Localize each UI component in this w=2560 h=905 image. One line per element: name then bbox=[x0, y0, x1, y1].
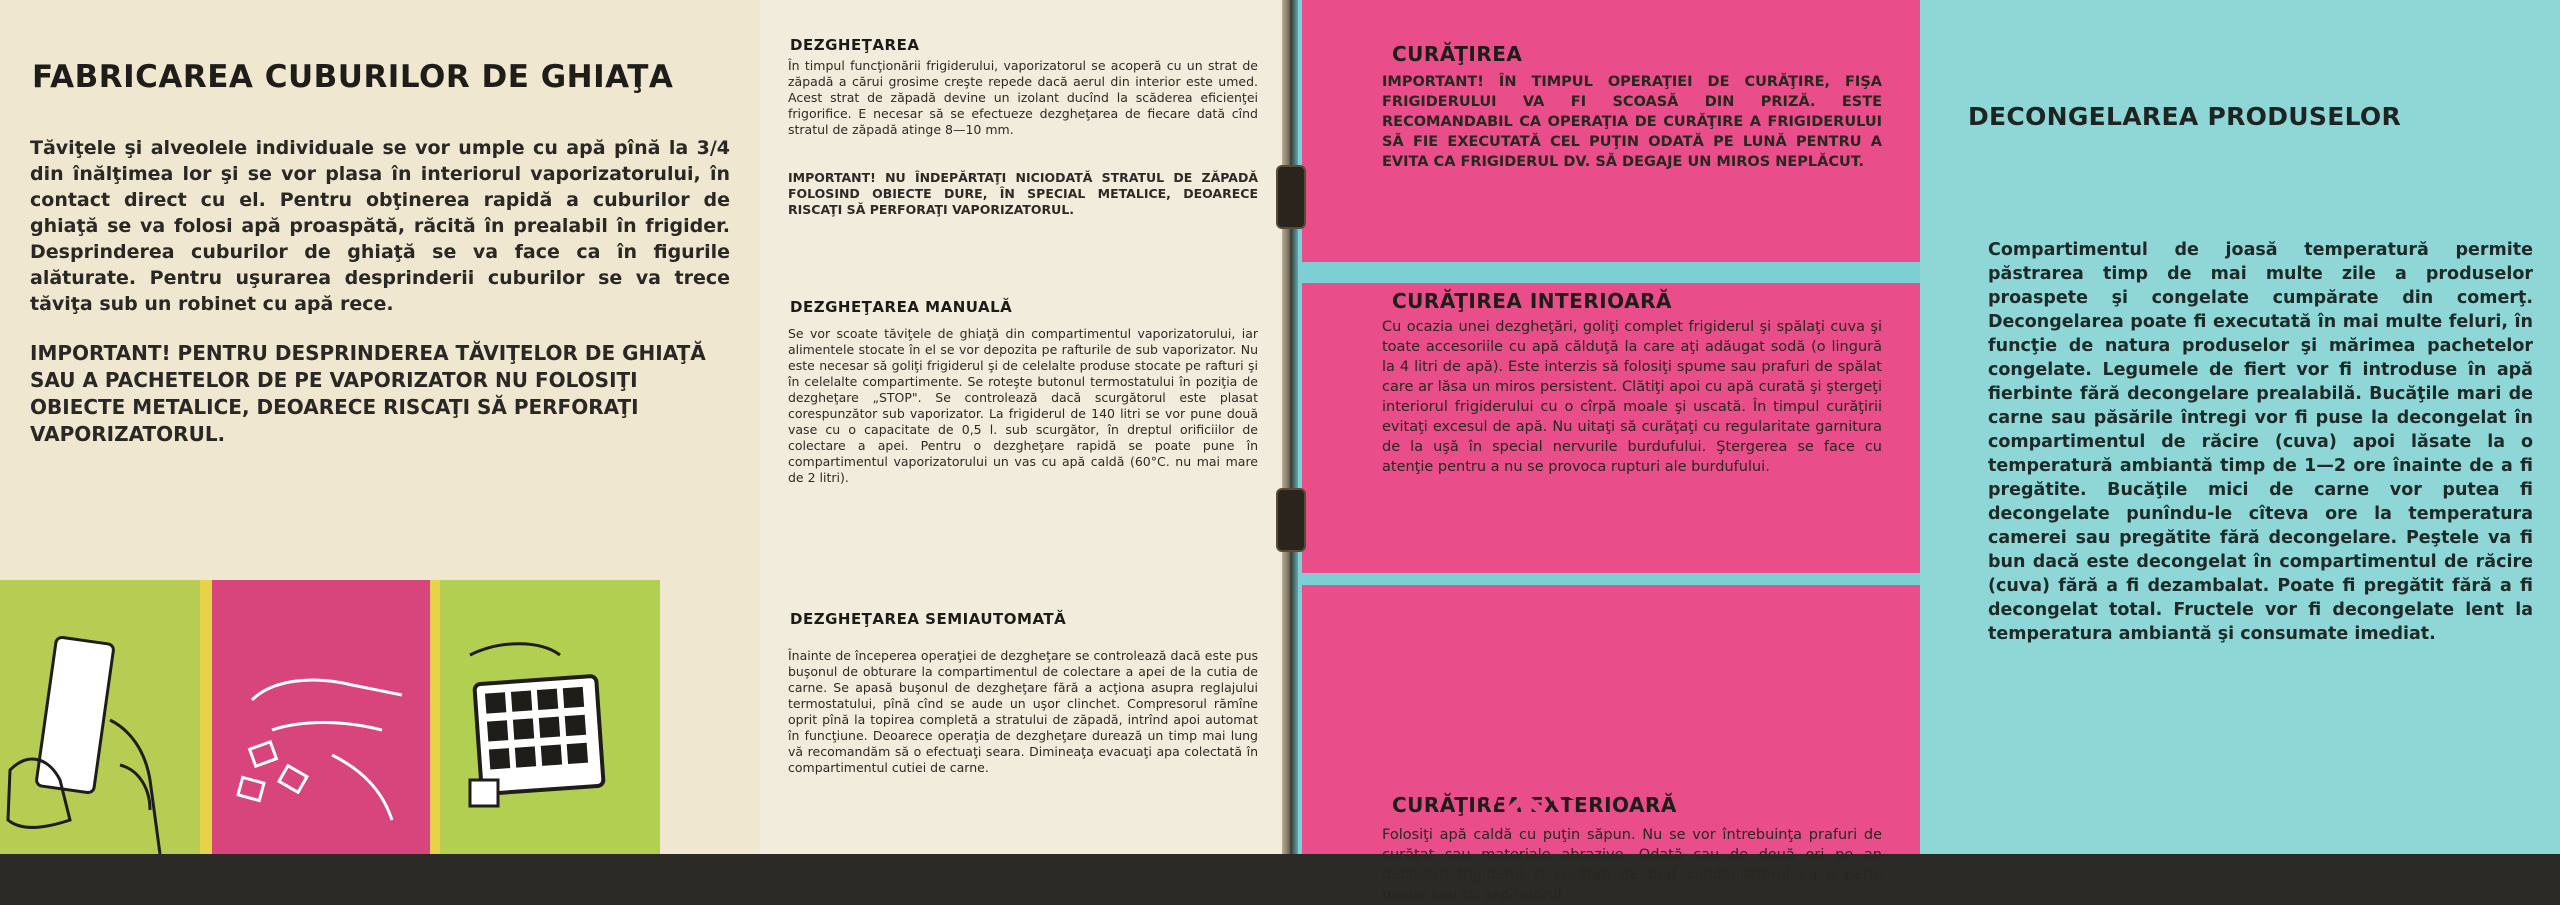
manual-defrosting-body: Se vor scoate tăviţele de ghiaţă din compartimentul vaporizatorului, iar alimentele stocate în el se vor depozita pe rafturile de sub vaporizator. Nu este necesar să goliţi frigiderul şi de celelalte produse stocate pe rafturi şi în celelalte compartimente. Se roteşte butonul termostatului în poziţia de dezgheţare „STOP". Se controlează dacă scurgătorul este plasat corespunzător sub vaporizator. La frigiderul de 140 litri se vor pune două vase cu o capacitate de 0,5 l. sub scurgător, în dreptul orificiilor de colectare a apei. Pentru o dezgheţare rapidă se poate pune în compartimentul vaporizatorului un vas cu apă caldă (60°C. nu mai mare de 2 litri). bbox=[788, 326, 1258, 485]
section-title-defrosting: DEZGHEŢAREA bbox=[790, 36, 920, 54]
binding-staple-bottom bbox=[1276, 488, 1306, 552]
exterior-cleaning-box bbox=[1302, 585, 1922, 903]
section-title-exterior-cleaning: CURĂŢIREA EXTERIOARĂ bbox=[1392, 793, 1677, 817]
stripe-yellow-1 bbox=[200, 580, 212, 854]
defrosting-body: În timpul funcţionării frigiderului, vaporizatorul se acoperă cu un strat de zăpadă a cărui grosime creşte repede dacă aerul din interior este umed. Acest strat de zăpadă devine un izolant ducînd la scăderea eficienţei frigorifice. E necesar să se efectueze dezgheţarea de fiecare dată cînd stratul de zăpadă atinge 8—10 mm. bbox=[788, 58, 1258, 137]
hand-holding-tray-icon bbox=[0, 580, 200, 854]
section-title-cleaning: CURĂŢIREA bbox=[1392, 42, 1523, 66]
ice-cubes-warning: IMPORTANT! PENTRU DESPRINDEREA TĂVIŢELOR DE GHIAŢĂ SAU A PACHETELOR DE PE VAPORIZATOR NU FOLOSIŢI OBIECTE METALICE, DEOARECE RISCAŢI SĂ PERFORAŢI VAPORIZATORUL. bbox=[30, 341, 706, 446]
illustration-tiles bbox=[0, 580, 660, 854]
thawing-body: Compartimentul de joasă temperatură permite păstrarea timp de mai multe zile a produselor proaspete şi congelate cumpărate din comerţ. Decongelarea poate fi executată în mai multe feluri, în funcţie de natura produselor şi mărimea pachetelor congelate. Legumele de fiert vor fi introduse în apă fierbinte fără decongelare prealabilă. Bucăţile mari de carne sau păsările întregi vor fi puse la decongelat în compartimentul de răcire (cuva) apoi lăsate la o temperatură ambiantă timp de 1—2 ore înainte de a fi pregătite. Bucăţile mici de carne vor putea fi decongelate punîndu-le cîteva ore la temperatura camerei sau pregătite fără decongelare. Peştele va fi bun dacă este decongelat în compartimentul de răcire (cuva) fără a fi dezambalat. Poate fi pregătit fără a fi decongelat total. Fructele vor fi decongelate lent la temperatura ambiantă şi consumate imediat. bbox=[1988, 240, 2533, 644]
defrosting-warning: IMPORTANT! NU ÎNDEPĂRTAŢI NICIODATĂ STRATUL DE ZĂPADĂ FOLOSIND OBIECTE DURE, ÎN SPECIAL METALICE, DEOARECE RISCAŢI SĂ PERFORAŢI VAPORIZATORUL. bbox=[788, 170, 1258, 217]
page-title-ice-cubes: FABRICAREA CUBURILOR DE GHIAŢA bbox=[32, 59, 674, 95]
page-title-thawing: DECONGELAREA PRODUSELOR bbox=[1968, 102, 2402, 131]
ice-tray-grid-icon bbox=[440, 580, 660, 854]
stripe-yellow-2 bbox=[430, 580, 440, 854]
interior-cleaning-box bbox=[1302, 283, 1922, 573]
semiautomatic-defrosting-body: Înainte de începerea operaţiei de dezgheţare se controlează dacă este pus buşonul de obturare la compartimentul de colectare a apei de la cutia de carne. Se apasă buşonul de dezgheţare fără a acţiona asupra reglajului termostatului, pînă cînd se aude un uşor clinchet. Compresorul rămîne oprit pînă la topirea completă a stratului de zăpadă, intrînd apoi automat în funcţiune. Deoarece operaţia de dezgheţare durează un timp mai lung vă recomandăm să o efectuaţi seara. Dimineaţa evacuaţi apa colectată în compartimentul cutiei de carne. bbox=[788, 648, 1258, 775]
page-thawing bbox=[1920, 0, 2560, 854]
interior-cleaning-body: Cu ocazia unei dezgheţări, goliţi complet frigiderul şi spălaţi cuva şi toate accesoriile cu apă călduţă la care aţi adăugat sodă (o lingură la 4 litri de apă). Este interzis să folosiţi spume sau prafuri de spălat care ar lăsa un miros persistent. Clătiţi apoi cu apă curată şi ştergeţi interiorul frigiderului cu o cîrpă moale şi uscată. În timpul curăţirii evitaţi excesul de apă. Nu uitaţi să curăţaţi cu regularitate garnitura de la uşă în special nervurile burdufului. Ştergerea se face cu atenţie pentru a nu se provoca rupturi ale burdufului. bbox=[1382, 319, 1882, 475]
cleaning-box bbox=[1302, 0, 1922, 262]
ice-cubes-falling-icon bbox=[212, 580, 430, 854]
page-ice-cubes bbox=[0, 0, 760, 854]
section-title-interior-cleaning: CURĂŢIREA INTERIOARĂ bbox=[1392, 289, 1672, 313]
ice-cubes-body: Tăviţele şi alveolele individuale se vor umple cu apă pînă la 3/4 din înălţimea lor şi se vor plasa în interiorul vaporizatorului, în contact direct cu el. Pentru obţinerea rapidă a cuburilor de ghiaţă se va folosi apă proaspătă, răcită în prealabil în frigider. Desprinderea cuburilor de ghiaţă se va face ca în figurile alăturate. Pentru uşurarea desprinderii cuburilor se va trece tăviţa sub un robinet cu apă rece. bbox=[30, 137, 730, 315]
page-defrosting bbox=[760, 0, 1290, 854]
binding-staple-top bbox=[1276, 165, 1306, 229]
tile-green-left bbox=[0, 580, 200, 854]
section-title-manual-defrosting: DEZGHEŢAREA MANUALĂ bbox=[790, 298, 1013, 316]
snowflake-icon bbox=[1460, 702, 1590, 832]
exterior-cleaning-body: Folosiţi apă caldă cu puţin săpun. Nu se vor întrebuinţa prafuri de curăţat sau materiale abrazive. Odată sau de două ori pe an deplasaţi frigiderul şi curăţaţi de praf condensatorul cu o perie moale sau cu aspiratorul. bbox=[1382, 827, 1882, 903]
center-fold bbox=[1282, 0, 1298, 854]
cleaning-body: IMPORTANT! ÎN TIMPUL OPERAŢIEI DE CURĂŢIRE, FIŞA FRIGIDERULUI VA FI SCOASĂ DIN PRIZĂ. ESTE RECOMANDABIL CA OPERAŢIA DE CURĂŢIRE A FRIGIDERULUI SĂ FIE EXECUTATĂ CEL PUŢIN ODATĂ PE LUNĂ PENTRU A EVITA CA FRIGIDERUL DV. SĂ DEGAJE UN MIROS NEPLĂCUT. bbox=[1382, 74, 1882, 170]
tile-pink-middle bbox=[212, 580, 430, 854]
tile-green-right bbox=[440, 580, 660, 854]
section-title-semiautomatic-defrosting: DEZGHEŢAREA SEMIAUTOMATĂ bbox=[790, 610, 1067, 628]
